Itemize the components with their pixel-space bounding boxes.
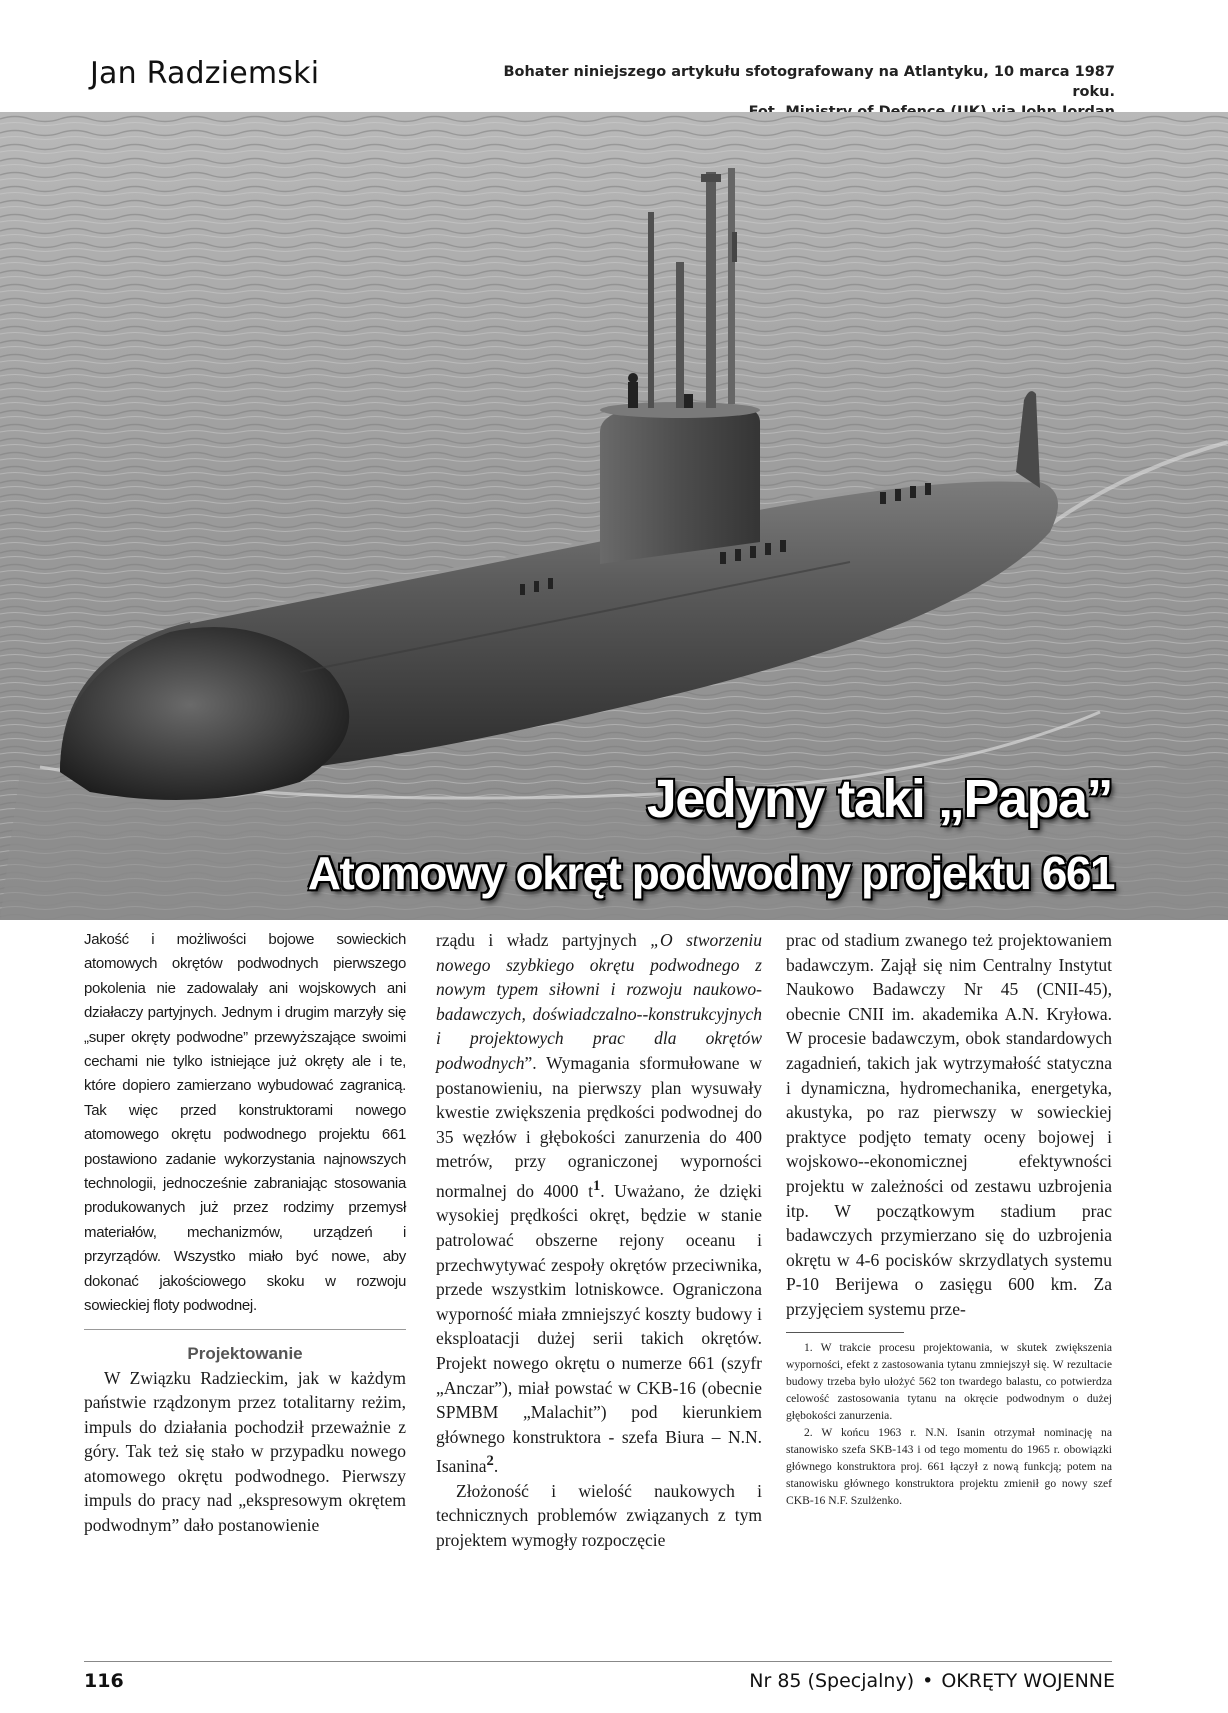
separator-dot: • — [922, 1670, 934, 1692]
text-column-2 — [436, 928, 762, 1553]
text-column-1 — [84, 928, 406, 1538]
body-paragraph — [436, 928, 762, 1479]
footnotes — [786, 1339, 1112, 1509]
article-subtitle: Atomowy okręt podwodny projektu 661 — [307, 847, 1114, 899]
quoted-resolution: „O stworzeniu nowego szybkiego okrętu podwodnego z nowym typem siłowni i rozwoju naukowo-badawczych, doświadczalno--konstrukcyjnych i projektowych prac dla okrętów podwodnych — [436, 930, 762, 1073]
magazine-name: OKRĘTY WOJENNE — [941, 1670, 1115, 1692]
intro-paragraph: Jakość i możliwości bojowe sowieckich atomowych okrętów podwodnych pierwszego pokolenia nie zadowalały ani wojskowych ani działaczy partyjnych. Jednym i drugim marzyły się „super okręty podwodne” przewyższające swoimi cechami nie tylko istniejące już okręty ale i te, które dopiero zamierzano wybudować zagranicą. Tak więc przed konstruktorami nowego atomowego okrętu podwodnego projektu 661 postawiono zadanie wykorzystania najnowszych technologii, jednocześnie zabraniając stosowania produkowanych już przez rodzimy przemysł materiałów, mechanizmów, urządzeń i przyrządów. Wszystko miało być nowe, aby dokonać jakościowego skoku w rozwoju sowieckiej floty podwodnej. — [84, 931, 406, 1315]
text-column-3 — [786, 928, 1112, 1509]
body-text: rządu i władz partyjnych — [436, 930, 651, 950]
page-number: 116 — [84, 1670, 124, 1692]
footnote-ref: 1 — [592, 1177, 601, 1194]
footnote: 1. W trakcie procesu projektowania, w skutek zwiększenia wyporności, efekt z zastosowania tytanu zmniejszył się. W rezultacie budowy trzeba było ułożyć 562 ton twardego balastu, co potwierdza celowość zastosowania tytanu na okręcie podwodnym o dużej głębokości zanurzenia. — [786, 1340, 1112, 1422]
footer-divider — [84, 1661, 1112, 1662]
issue-label: Nr 85 (Specjalny) — [749, 1670, 915, 1692]
magazine-footer — [749, 1670, 1115, 1692]
section-heading: Projektowanie — [187, 1343, 303, 1363]
author-name: Jan Radziemski — [90, 56, 320, 91]
article-title: Jedyny taki „Papa” — [646, 769, 1112, 829]
body-paragraph: W Związku Radzieckim, jak w każdym państwie rządzonym przez totalitarny reżim, impuls do działania pochodził przeważnie z góry. Tak też się stało w przypadku nowego atomowego okrętu podwodnego. Pierwszy impuls do pracy nad „ekspresowym okrętem podwodnym” dało postanowienie — [84, 1367, 406, 1536]
body-text: . — [493, 1456, 499, 1477]
footnote: 2. W końcu 1963 r. N.N. Isanin otrzymał nominację na stanowisko szefa SKB-143 i od tego momentu do 1965 r. obowiązki głównego konstruktora proj. 661 łączył z nową funkcją; potem na stanowisku głównego konstruktora projektu zmienił go nowy szef CKB-16 N.F. Szulżenko. — [786, 1425, 1112, 1507]
footnote-ref: 2 — [486, 1453, 494, 1470]
body-text: . Uważano, że dzięki wysokiej prędkości okręt, będzie w stanie patrolować obszerne rejony oceanu i przechwytywać zespoły okrętów przeciwnika, przede wszystkim lotniskowce. Ograniczona wyporność miała zmniejszyć koszty budowy i eksploatacji dużej serii takich okrętów. Projekt nowego okrętu o numerze 661 (szyfr „Anczar”), miał powstać w CKB-16 (obecnie SPMBM „Malachit”) pod kierunkiem głównego konstruktora - szefa Biura – N.N. Isanina — [436, 1180, 763, 1477]
caption-line-1: Bohater niniejszego artykułu sfotografowany na Atlantyku, 10 marca 1987 roku. — [503, 64, 1115, 100]
body-paragraph: Złożoność i wielość naukowych i technicznych problemów związanych z tym projektem wymogły rozpoczęcie — [436, 1480, 762, 1550]
section-divider — [84, 1329, 406, 1330]
body-text: ”. Wymagania sformułowane w postanowieniu, na pierwszy plan wysuwały kwestie zwiększenia prędkości podwodnej do 35 węzłów i głębokości zanurzenia do 400 metrów, przy ograniczonej wyporności normalnej do 4000 t — [436, 1052, 762, 1201]
footnote-divider — [786, 1332, 904, 1333]
body-paragraph: prac od stadium zwanego też projektowaniem badawczym. Zajął się nim Centralny Instytut Naukowo Badawczy Nr 45 (CNII-45), obecnie CNII im. akademika A.N. Kryłowa. W procesie badawczym, obok standardowych zagadnień, takich jak wytrzymałość statyczna i dynamiczna, hydromechanika, energetyka, akustyka, po raz pierwszy w sowieckiej praktyce podjęto tematy oceny bojowej i wojskowo--ekonomicznej efektywności projektu w zależności od zestawu uzbrojenia itp. W początkowym stadium prac badawczych przymierzano się do uzbrojenia okrętu w 4-6 pocisków skrzydlatych systemu P-10 Berijewa o zasięgu 600 km. Za przyjęciem systemu prze- — [786, 930, 1112, 1319]
